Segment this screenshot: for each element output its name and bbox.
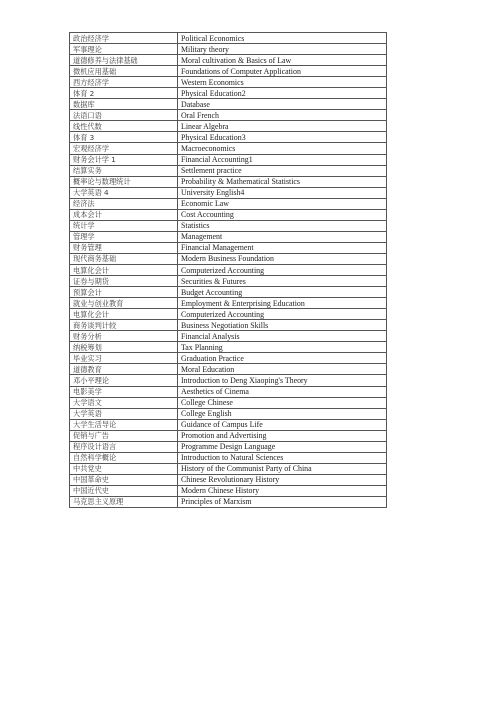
table-row <box>70 33 387 44</box>
table-row <box>70 77 387 88</box>
course-name-chinese: 微机应用基础 <box>70 66 178 77</box>
course-name-chinese: 预算会计 <box>70 287 178 298</box>
course-name-chinese: 证券与期货 <box>70 276 178 287</box>
course-name-english: Financial Analysis <box>178 331 387 342</box>
course-name-chinese: 体育 3 <box>70 132 178 143</box>
course-name-chinese: 电算化会计 <box>70 264 178 275</box>
table-row <box>70 198 387 209</box>
course-name-english: College English <box>178 408 387 419</box>
table-row <box>70 298 387 309</box>
course-name-english: Macroeconomics <box>178 143 387 154</box>
course-name-chinese: 就业与创业教育 <box>70 298 178 309</box>
table-row <box>70 386 387 397</box>
course-name-chinese: 中国近代史 <box>70 485 178 496</box>
course-name-english: Linear Algebra <box>178 121 387 132</box>
course-name-chinese: 马克思主义原理 <box>70 496 178 507</box>
course-name-chinese: 政治经济学 <box>70 33 178 44</box>
table-row <box>70 121 387 132</box>
course-name-english: Chinese Revolutionary History <box>178 474 387 485</box>
course-name-english: Introduction to Natural Sciences <box>178 452 387 463</box>
table-row <box>70 154 387 165</box>
table-row <box>70 430 387 441</box>
course-name-chinese: 中共党史 <box>70 463 178 474</box>
course-name-english: Moral Education <box>178 364 387 375</box>
course-name-english: Political Economics <box>178 33 387 44</box>
course-name-chinese: 管理学 <box>70 231 178 242</box>
table-row <box>70 253 387 264</box>
course-name-english: Aesthetics of Cinema <box>178 386 387 397</box>
table-row <box>70 132 387 143</box>
course-name-chinese: 法语口语 <box>70 110 178 121</box>
course-name-english: Western Economics <box>178 77 387 88</box>
table-row <box>70 165 387 176</box>
table-row <box>70 309 387 320</box>
table-row <box>70 110 387 121</box>
course-name-chinese: 西方经济学 <box>70 77 178 88</box>
course-name-english: Introduction to Deng Xiaoping's Theory <box>178 375 387 386</box>
course-name-chinese: 大学语文 <box>70 397 178 408</box>
table-row <box>70 99 387 110</box>
table-row <box>70 364 387 375</box>
course-name-chinese: 统计学 <box>70 220 178 231</box>
course-name-chinese: 数据库 <box>70 99 178 110</box>
table-row <box>70 220 387 231</box>
table-row <box>70 353 387 364</box>
course-name-english: Statistics <box>178 220 387 231</box>
course-translation-table <box>69 32 387 508</box>
course-name-chinese: 财务会计学 1 <box>70 154 178 165</box>
course-name-english: Financial Accounting1 <box>178 154 387 165</box>
course-name-chinese: 道德教育 <box>70 364 178 375</box>
table-row <box>70 463 387 474</box>
course-name-english: Physical Education3 <box>178 132 387 143</box>
course-name-english: Foundations of Computer Application <box>178 66 387 77</box>
table-row <box>70 264 387 275</box>
course-name-chinese: 电影美学 <box>70 386 178 397</box>
course-name-english: Graduation Practice <box>178 353 387 364</box>
course-name-english: Promotion and Advertising <box>178 430 387 441</box>
course-name-chinese: 商务谈判计较 <box>70 320 178 331</box>
course-name-english: Modern Chinese History <box>178 485 387 496</box>
table-row <box>70 143 387 154</box>
course-name-chinese: 毕业实习 <box>70 353 178 364</box>
table-row <box>70 44 387 55</box>
course-name-chinese: 程序设计语言 <box>70 441 178 452</box>
table-row <box>70 55 387 66</box>
table-row <box>70 187 387 198</box>
table-row <box>70 419 387 430</box>
course-name-chinese: 成本会计 <box>70 209 178 220</box>
course-name-english: Financial Management <box>178 242 387 253</box>
course-name-chinese: 概率论与数理统计 <box>70 176 178 187</box>
course-name-english: Physical Education2 <box>178 88 387 99</box>
table-row <box>70 331 387 342</box>
course-name-chinese: 宏观经济学 <box>70 143 178 154</box>
course-name-english: Modern Business Foundation <box>178 253 387 264</box>
course-name-english: University English4 <box>178 187 387 198</box>
course-name-chinese: 线性代数 <box>70 121 178 132</box>
table-row <box>70 176 387 187</box>
table-row <box>70 287 387 298</box>
course-name-english: History of the Communist Party of China <box>178 463 387 474</box>
course-name-chinese: 大学英语 4 <box>70 187 178 198</box>
table-row <box>70 276 387 287</box>
course-table-body <box>70 33 387 508</box>
course-name-english: Computerized Accounting <box>178 264 387 275</box>
table-row <box>70 452 387 463</box>
course-name-english: Economic Law <box>178 198 387 209</box>
course-name-english: Budget Accounting <box>178 287 387 298</box>
table-row <box>70 441 387 452</box>
course-name-english: Tax Planning <box>178 342 387 353</box>
course-name-chinese: 中国革命史 <box>70 474 178 485</box>
table-row <box>70 397 387 408</box>
course-name-english: Management <box>178 231 387 242</box>
course-name-english: Programme Design Language <box>178 441 387 452</box>
table-row <box>70 209 387 220</box>
table-row <box>70 242 387 253</box>
course-name-chinese: 军事理论 <box>70 44 178 55</box>
table-row <box>70 66 387 77</box>
course-name-chinese: 大学生活导论 <box>70 419 178 430</box>
course-name-chinese: 结算实务 <box>70 165 178 176</box>
table-row <box>70 320 387 331</box>
course-name-chinese: 财务分析 <box>70 331 178 342</box>
course-name-chinese: 体育 2 <box>70 88 178 99</box>
course-name-english: Military theory <box>178 44 387 55</box>
course-name-english: Moral cultivation & Basics of Law <box>178 55 387 66</box>
table-row <box>70 408 387 419</box>
course-name-chinese: 财务管理 <box>70 242 178 253</box>
course-name-english: Settlement practice <box>178 165 387 176</box>
course-name-english: Cost Accounting <box>178 209 387 220</box>
course-name-chinese: 促销与广告 <box>70 430 178 441</box>
table-row <box>70 375 387 386</box>
course-name-english: Employment & Enterprising Education <box>178 298 387 309</box>
table-row <box>70 485 387 496</box>
course-name-chinese: 纳税筹划 <box>70 342 178 353</box>
course-name-chinese: 道德修养与法律基础 <box>70 55 178 66</box>
course-name-chinese: 大学英语 <box>70 408 178 419</box>
course-name-english: Computerized Accounting <box>178 309 387 320</box>
course-name-english: Probability & Mathematical Statistics <box>178 176 387 187</box>
table-row <box>70 474 387 485</box>
course-name-chinese: 邓小平理论 <box>70 375 178 386</box>
course-name-english: Oral French <box>178 110 387 121</box>
table-row <box>70 342 387 353</box>
table-row <box>70 88 387 99</box>
course-name-english: Principles of Marxism <box>178 496 387 507</box>
table-row <box>70 231 387 242</box>
table-row <box>70 496 387 507</box>
course-name-english: College Chinese <box>178 397 387 408</box>
course-name-english: Database <box>178 99 387 110</box>
course-name-chinese: 经济法 <box>70 198 178 209</box>
course-name-chinese: 现代商务基础 <box>70 253 178 264</box>
course-name-english: Securities & Futures <box>178 276 387 287</box>
course-name-english: Guidance of Campus Life <box>178 419 387 430</box>
course-name-english: Business Negotiation Skills <box>178 320 387 331</box>
course-name-chinese: 自然科学概论 <box>70 452 178 463</box>
course-name-chinese: 电算化会计 <box>70 309 178 320</box>
